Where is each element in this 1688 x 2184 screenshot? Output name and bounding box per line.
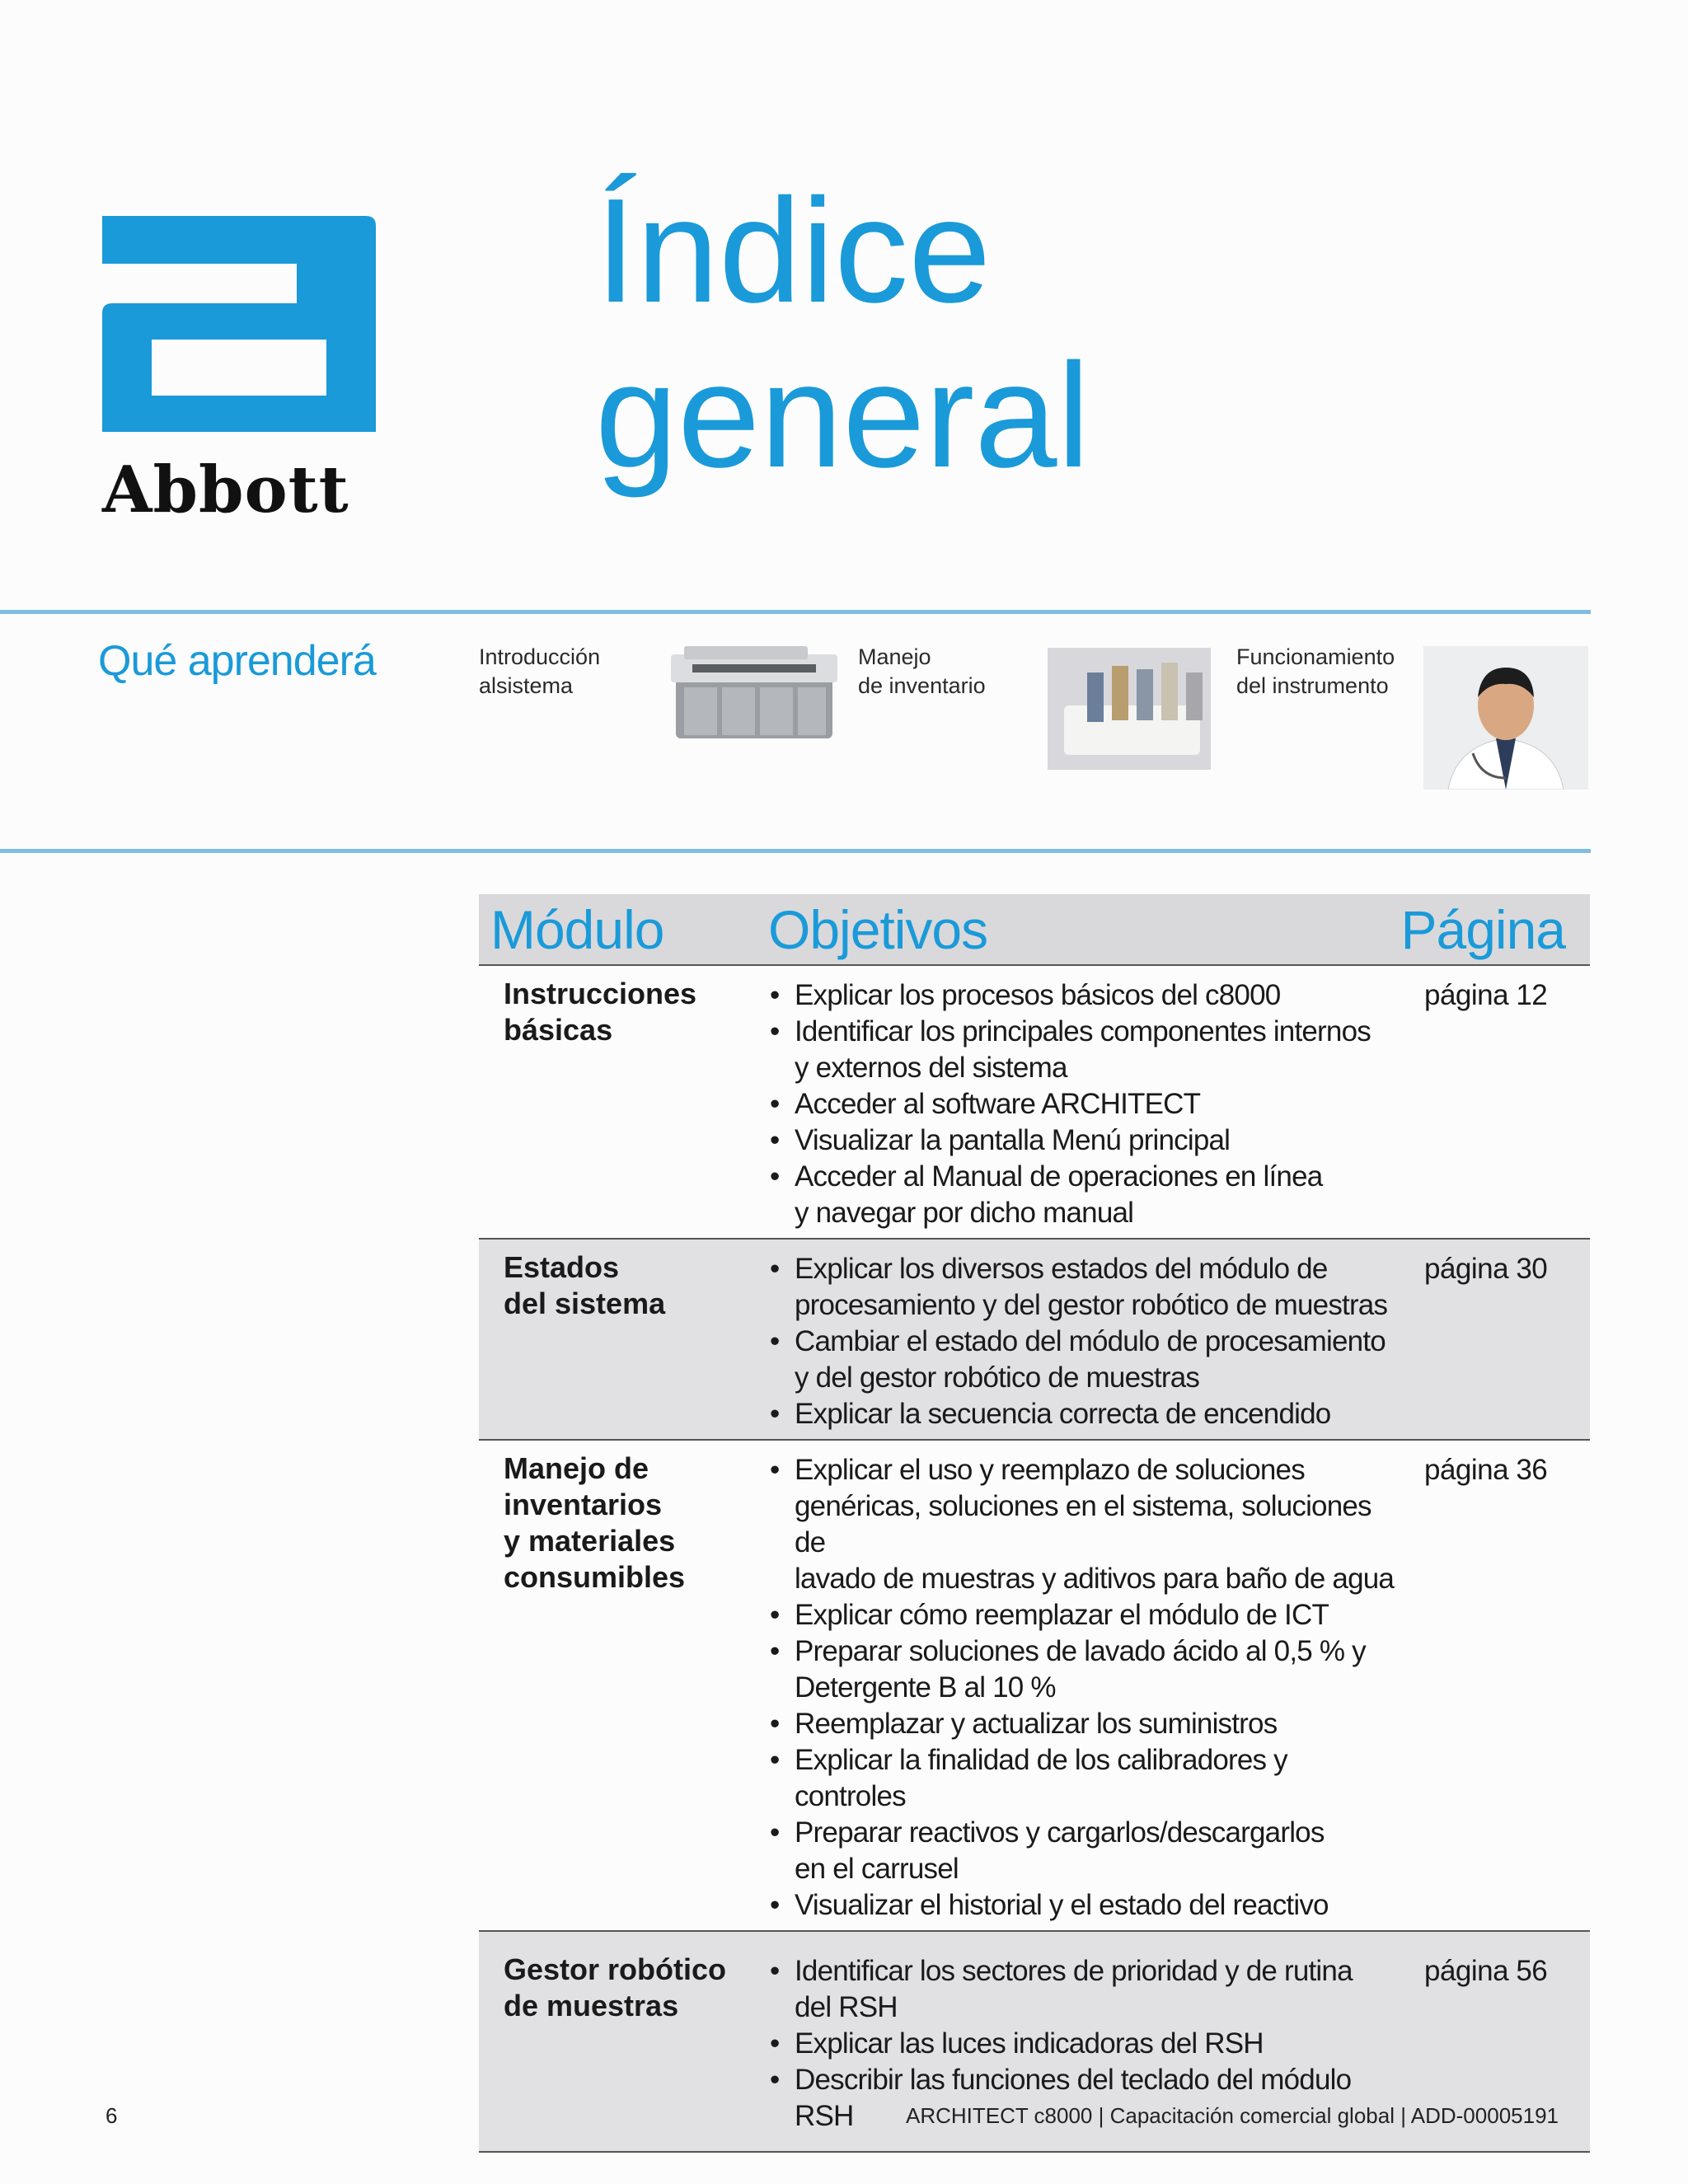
contents-table (479, 894, 1590, 2153)
objective-item: • Explicar las luces indicadoras del RSH (768, 2026, 1395, 2062)
objective-item: • Explicar los procesos básicos del c8000 (768, 977, 1395, 1014)
table-header-row (479, 894, 1590, 965)
module-name: Estados del sistema (504, 1250, 666, 1320)
objective-item: • Preparar soluciones de lavado ácido al 0,5 % y Detergente B al 10 % (768, 1633, 1395, 1706)
learn-heading: Qué aprenderá (98, 637, 376, 685)
objective-item: • Preparar reactivos y cargarlos/descargarlos en el carrusel (768, 1815, 1395, 1887)
page-title (595, 169, 1090, 499)
page-ref: página 36 (1424, 1454, 1548, 1486)
objective-item: • Identificar los principales componentes internos y externos del sistema (768, 1014, 1395, 1086)
abbott-logo-icon (102, 216, 376, 432)
table-row (479, 965, 1590, 1239)
objective-item: • Describir las funciones del teclado del módulo RSH (768, 2062, 1395, 2135)
doctor-photo (1423, 646, 1588, 790)
header-page: Página (1395, 894, 1590, 965)
page-title-line2: general (595, 333, 1090, 499)
objective-item: • Explicar los diversos estados del módulo de procesamiento y del gestor robótico de muestras (768, 1251, 1395, 1324)
middle-divider (0, 849, 1591, 853)
objectives-list (768, 1441, 1395, 1930)
objective-item: • Visualizar la pantalla Menú principal (768, 1122, 1395, 1159)
objective-item: • Explicar el uso y reemplazo de soluciones genéricas, soluciones en el sistema, soluciones de lavado de muestras y aditivos para baño de agua (768, 1452, 1395, 1597)
analyzer-photo (668, 643, 841, 740)
objective-item: • Acceder al Manual de operaciones en línea y navegar por dicho manual (768, 1159, 1395, 1231)
page-ref: página 56 (1424, 1955, 1548, 1987)
page-ref: página 30 (1424, 1253, 1548, 1285)
objective-item: • Cambiar el estado del módulo de procesamiento y del gestor robótico de muestras (768, 1324, 1395, 1396)
abbott-wordmark: Abbott (102, 452, 349, 527)
table-row (479, 1440, 1590, 1931)
footer-page-number: 6 (106, 2103, 118, 2128)
table-row (479, 1239, 1590, 1440)
objective-item: • Acceder al software ARCHITECT (768, 1086, 1395, 1122)
footer-text: ARCHITECT c8000 | Capacitación comercial global | ADD-00005191 (906, 2103, 1559, 2128)
objective-item: • Identificar los sectores de prioridad y de rutina del RSH (768, 1953, 1395, 2026)
learn-label-operation: Funcionamiento del instrumento (1236, 644, 1395, 698)
module-name: Instrucciones básicas (504, 977, 697, 1047)
page-ref: página 12 (1424, 979, 1548, 1011)
learn-label-inventory: Manejo de inventario (858, 644, 986, 698)
learn-label-intro: Introducción alsistema (479, 644, 601, 698)
objective-item: • Reemplazar y actualizar los suministros (768, 1706, 1395, 1742)
top-divider (0, 610, 1591, 614)
reagent-bottles-photo (1048, 648, 1211, 770)
header-module: Módulo (479, 894, 768, 965)
objectives-list (768, 1240, 1395, 1439)
objective-item: • Explicar la finalidad de los calibradores y controles (768, 1742, 1395, 1815)
objective-item: • Explicar la secuencia correcta de encendido (768, 1396, 1395, 1432)
page-title-line1: Índice (595, 168, 992, 334)
module-name: Gestor robótico de muestras (504, 1952, 727, 2022)
objective-item: • Visualizar el historial y el estado del reactivo (768, 1887, 1395, 1924)
objectives-list (768, 966, 1395, 1238)
module-name: Manejo de inventarios y materiales consumibles (504, 1451, 686, 1594)
header-objectives: Objetivos (768, 894, 1395, 965)
objective-item: • Explicar cómo reemplazar el módulo de ICT (768, 1597, 1395, 1633)
